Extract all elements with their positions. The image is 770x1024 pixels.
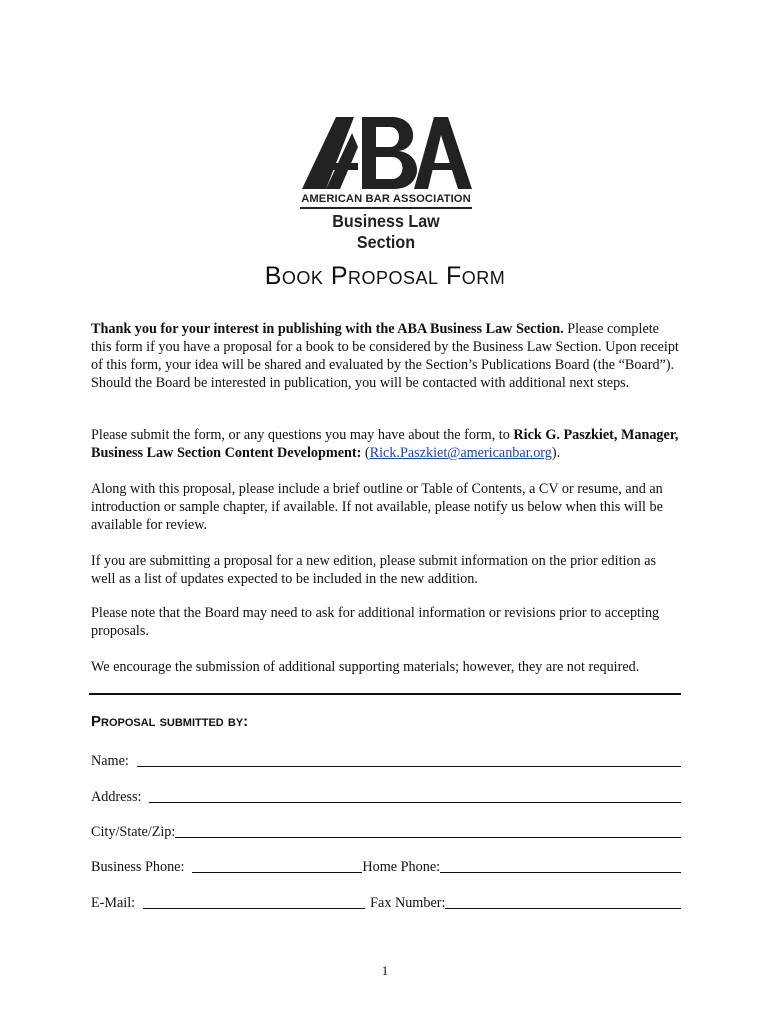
contact-pre-text: Please submit the form, or any questions you may have about the form, to (91, 427, 514, 443)
business-phone-field[interactable] (192, 856, 362, 873)
phone-row (91, 856, 681, 876)
contact-email-link[interactable]: Rick.Paszkiet@americanbar.org (369, 445, 552, 461)
fax-number-label: Fax Number: (370, 895, 446, 911)
address-row (91, 786, 681, 806)
page-title: Book Proposal Form (264, 262, 506, 290)
materials-paragraph: Along with this proposal, please include a brief outline or Table of Contents, a CV or resume, and an introduction or sample chapter, if available. If not available, please notify us below when this will be available for review. (91, 481, 663, 533)
intro-text: Please complete this form if you have a proposal for a book to be considered by the Business Law Section. Upon receipt of this form, your idea will be shared and evaluated by the Section’s Publications Board (the “Board”). Should the Board be interested in publication, you will be contacted with additional next steps. (91, 321, 679, 391)
aba-logo-mark (296, 113, 476, 191)
fax-number-field[interactable] (445, 892, 681, 909)
contact-paragraph (91, 426, 681, 462)
name-row (91, 750, 681, 770)
contact-name-text: Rick G. Paszkiet, Manager, Business Law Section Content Development: (91, 427, 679, 461)
home-phone-field[interactable] (440, 856, 681, 873)
name-label: Name: (91, 753, 129, 769)
logo-divider (300, 207, 472, 209)
revisions-paragraph: Please note that the Board may need to ask for additional information or revisions prior to accepting proposals. (91, 605, 660, 639)
contact-open-paren: ( (361, 445, 370, 461)
name-field[interactable] (137, 750, 681, 767)
logo-section-text: Business Law Section (332, 211, 440, 252)
email-label: E-Mail: (91, 895, 136, 911)
proposal-submitted-heading: Proposal submitted by: (91, 713, 249, 730)
city-state-zip-row (91, 821, 681, 841)
supporting-materials-paragraph: We encourage the submission of additional supporting materials; however, they are not required. (91, 659, 640, 675)
logo-organization-text: AMERICAN BAR ASSOCIATION (301, 193, 471, 205)
email-field[interactable] (143, 892, 365, 909)
city-state-zip-field[interactable] (175, 821, 681, 838)
new-edition-paragraph: If you are submitting a proposal for a new edition, please submit information on the prior edition as well as a list of updates expected to be included in the new addition. (91, 553, 657, 587)
address-label: Address: (91, 789, 142, 805)
business-phone-label: Business Phone: (91, 859, 185, 875)
aba-logo (296, 113, 476, 253)
contact-close-paren: ). (551, 445, 561, 461)
address-field[interactable] (149, 786, 681, 803)
email-row (91, 892, 681, 912)
city-state-zip-label: City/State/Zip: (91, 824, 176, 840)
page-number: 1 (381, 963, 389, 978)
home-phone-label: Home Phone: (362, 859, 441, 875)
intro-bold-text: Thank you for your interest in publishing with the ABA Business Law Section. (91, 321, 564, 337)
intro-paragraph (91, 320, 681, 392)
section-divider (89, 693, 681, 695)
